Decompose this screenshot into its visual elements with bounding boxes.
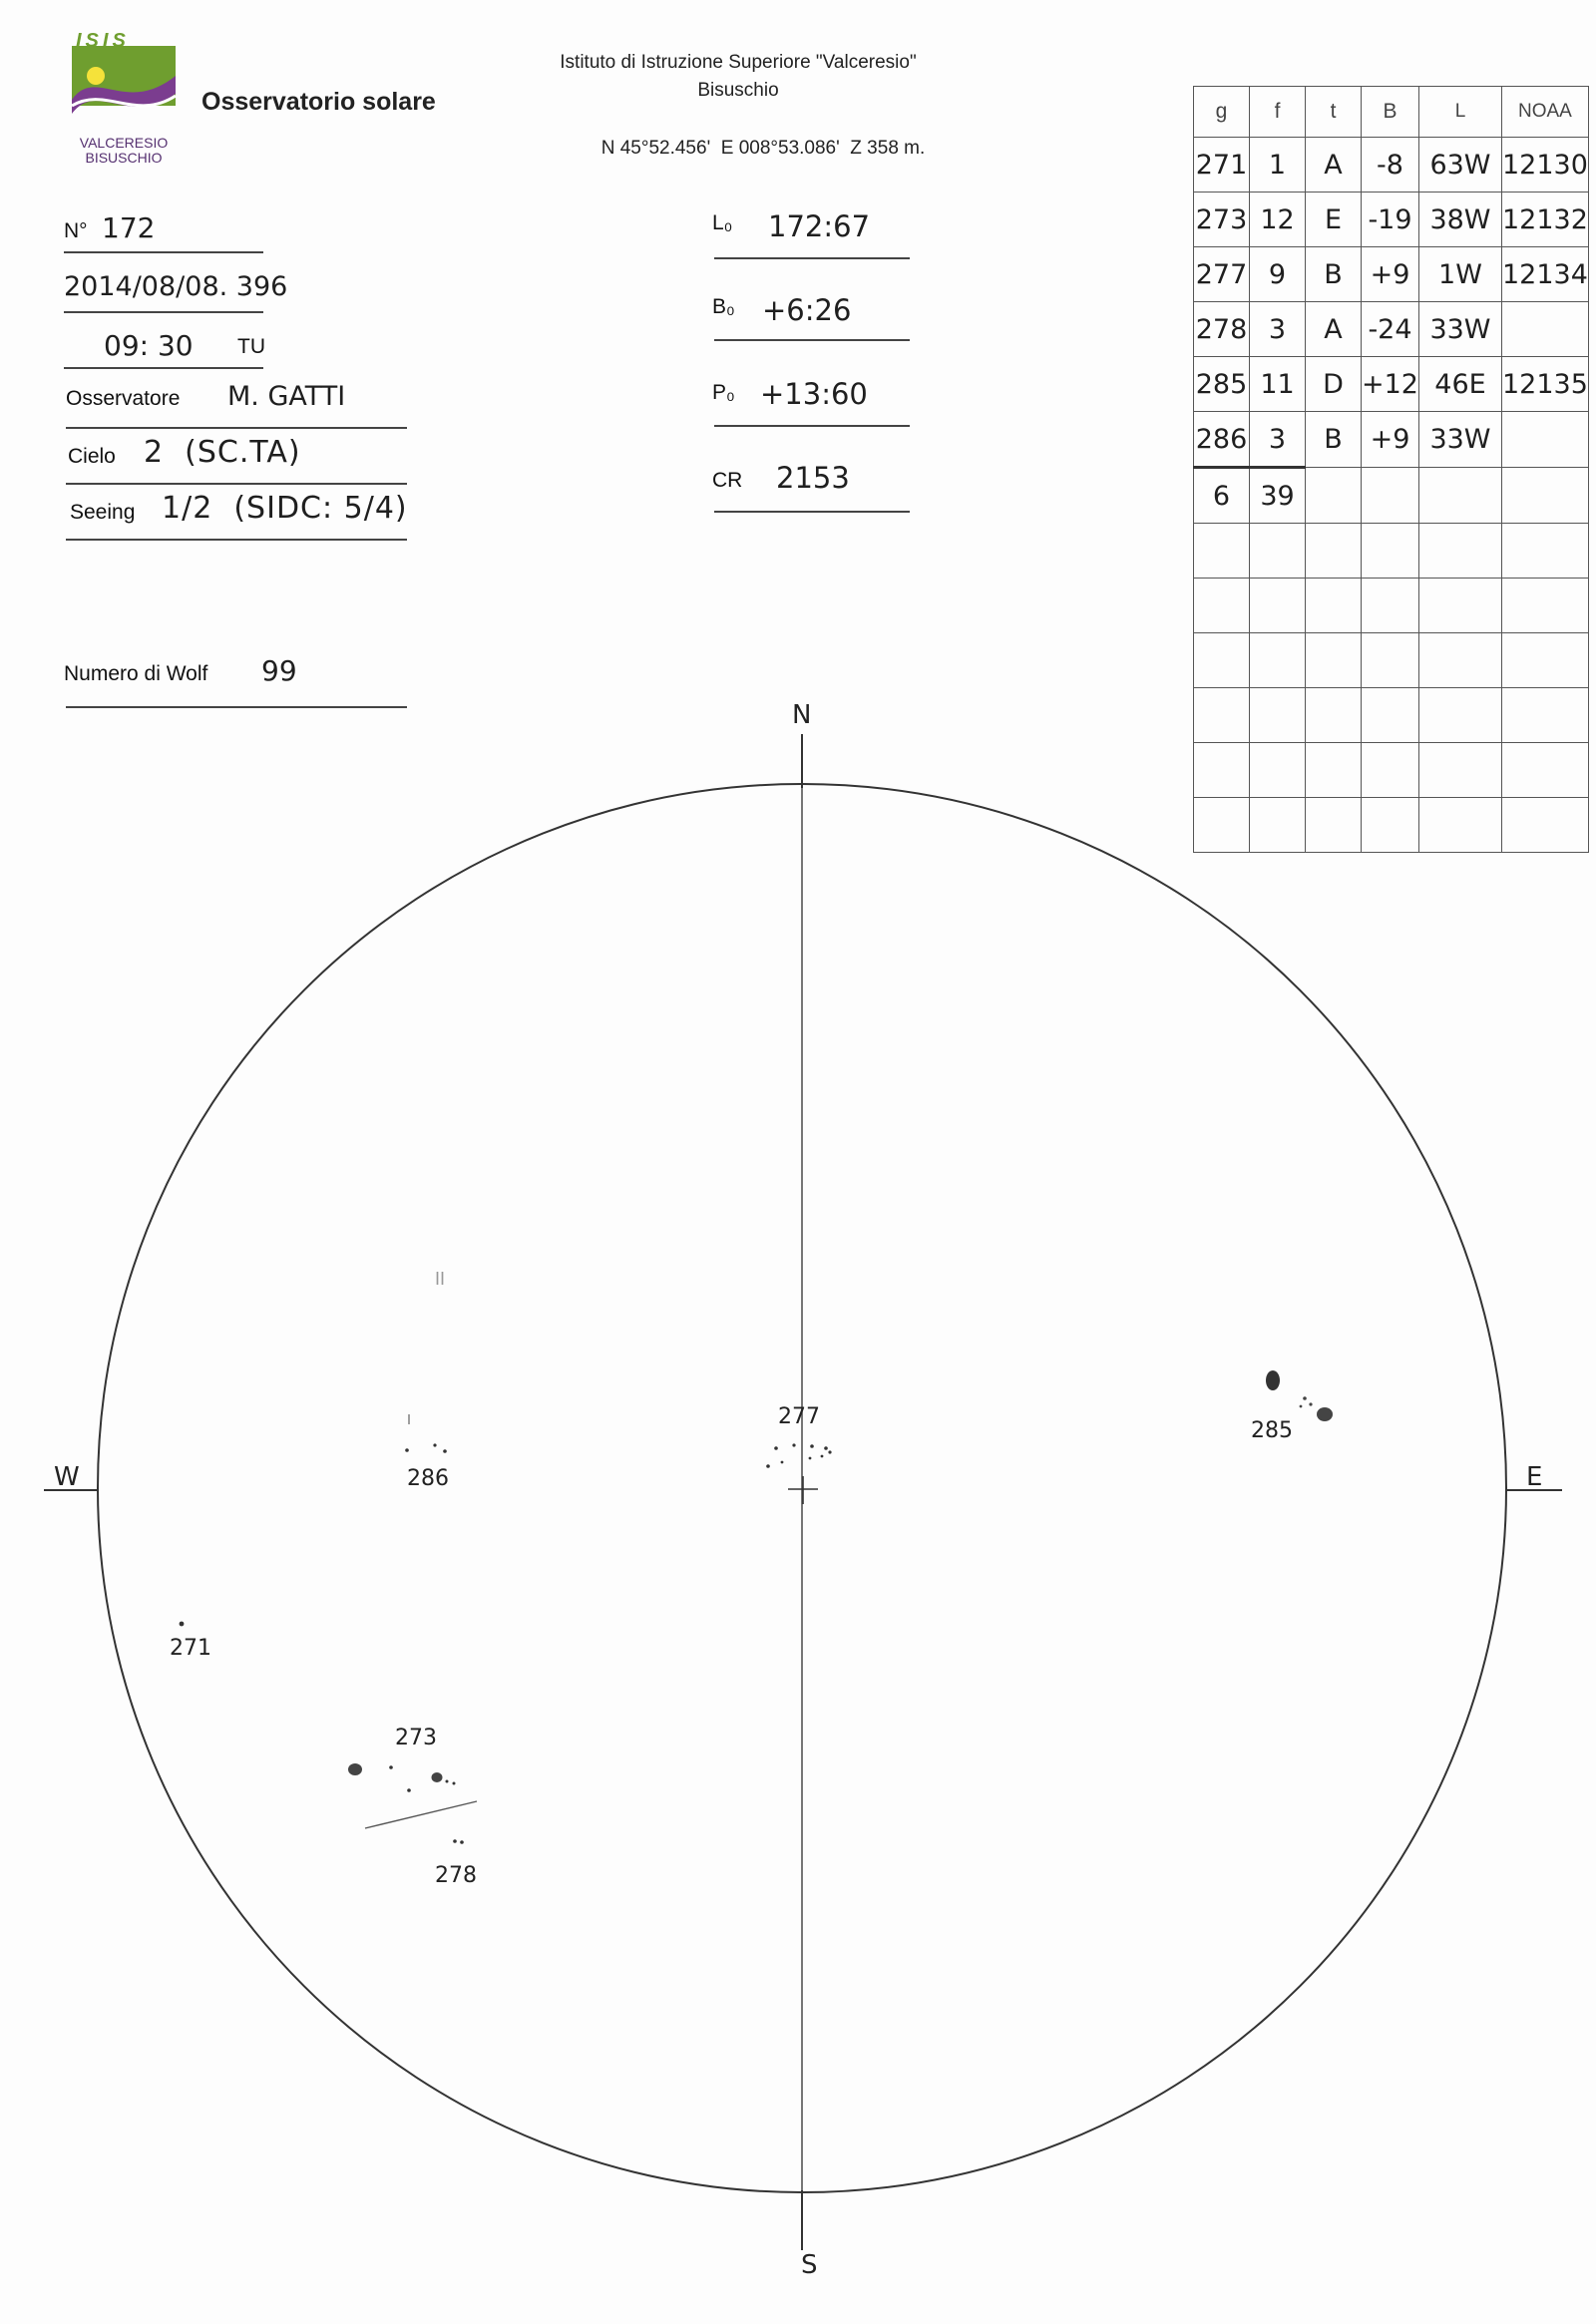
table-cell	[1250, 633, 1306, 688]
table-cell	[1418, 633, 1501, 688]
sunspot-286-pore	[433, 1443, 436, 1446]
table-cell	[1306, 633, 1362, 688]
table-cell: 9	[1250, 247, 1306, 302]
table-row	[1194, 193, 1589, 247]
table-cell	[1418, 524, 1501, 579]
seeing-value: 1/2 (SIDC: 5/4)	[162, 491, 408, 526]
table-cell: 1	[1250, 138, 1306, 193]
date-value: 2014/08/08. 396	[64, 271, 288, 302]
table-cell	[1501, 302, 1588, 357]
table-cell	[1418, 579, 1501, 633]
solar-disk-drawing	[0, 688, 1596, 2324]
table-cell: -8	[1362, 138, 1419, 193]
table-cell: 271	[1194, 138, 1250, 193]
column-header: L	[1418, 87, 1501, 138]
table-cell: 33W	[1418, 412, 1501, 468]
table-row	[1194, 357, 1589, 412]
empty-table-row	[1194, 524, 1589, 579]
table-cell	[1501, 524, 1588, 579]
table-cell: D	[1306, 357, 1362, 412]
table-cell	[1250, 524, 1306, 579]
group-label-273: 273	[395, 1726, 437, 1750]
sunspot-273-pore	[407, 1788, 411, 1792]
table-cell	[1194, 633, 1250, 688]
table-cell	[1194, 579, 1250, 633]
l0-value: 172:67	[768, 209, 871, 243]
table-cell	[1306, 524, 1362, 579]
table-cell: 277	[1194, 247, 1250, 302]
sunspot-273-leader	[348, 1763, 362, 1775]
table-cell: 46E	[1418, 357, 1501, 412]
table-cell: E	[1306, 193, 1362, 247]
sunspot-285-leader	[1266, 1370, 1280, 1390]
table-cell: 278	[1194, 302, 1250, 357]
sunspot-273-pore	[453, 1782, 456, 1785]
table-cell: A	[1306, 138, 1362, 193]
seeing-underline	[66, 539, 407, 541]
l0-underline	[714, 257, 910, 259]
sunspot-277-pore	[821, 1455, 824, 1458]
observer-label: Osservatore	[66, 387, 181, 410]
south-label: S	[801, 2250, 818, 2280]
table-cell: 12132	[1501, 193, 1588, 247]
sunspot-277-pore	[766, 1464, 770, 1468]
table-cell: B	[1306, 412, 1362, 468]
sunspot-278-pore	[460, 1840, 464, 1844]
sky-underline	[66, 483, 407, 485]
empty-table-row	[1194, 633, 1589, 688]
number-label: N°	[64, 219, 88, 242]
sunspot-273-pore	[389, 1765, 393, 1769]
p0-underline	[714, 425, 910, 427]
table-cell: 285	[1194, 357, 1250, 412]
column-header: NOAA	[1501, 87, 1588, 138]
sunspot-273-pore	[446, 1780, 449, 1783]
b0-label: B₀	[712, 295, 735, 318]
sunspot-277-pore	[824, 1446, 828, 1450]
table-cell	[1501, 468, 1588, 524]
wolf-number-label: Numero di Wolf	[64, 662, 208, 685]
number-underline	[64, 251, 263, 253]
group-label-277: 277	[778, 1404, 820, 1429]
sunspot-277-pore	[828, 1450, 831, 1453]
stray-mark: II	[435, 1269, 446, 1289]
sunspot-286-pore	[405, 1448, 409, 1452]
table-cell: B	[1306, 247, 1362, 302]
total-spots-cell: 39	[1250, 468, 1306, 524]
table-cell	[1306, 579, 1362, 633]
table-cell	[1362, 524, 1419, 579]
b0-underline	[714, 339, 910, 341]
logo-text: ISIS	[76, 30, 130, 52]
table-row	[1194, 412, 1589, 468]
table-cell: 3	[1250, 412, 1306, 468]
sky-label: Cielo	[68, 445, 116, 468]
institute-name: Istituto di Istruzione Superiore "Valceresio"	[560, 52, 917, 73]
group-separator-line	[365, 1801, 477, 1828]
b0-value: +6:26	[762, 293, 852, 327]
empty-table-row	[1194, 579, 1589, 633]
column-header: B	[1362, 87, 1419, 138]
sunspot-277-pore	[809, 1457, 812, 1460]
table-cell: 63W	[1418, 138, 1501, 193]
table-cell: 12130	[1501, 138, 1588, 193]
table-cell: 12134	[1501, 247, 1588, 302]
sunspot-277-pore	[792, 1443, 795, 1446]
time-unit: TU	[237, 335, 265, 358]
cr-label: CR	[712, 469, 743, 492]
group-label-278: 278	[435, 1863, 477, 1888]
total-groups-cell: 6	[1194, 468, 1250, 524]
totals-row	[1194, 468, 1589, 524]
sunspot-285-follower	[1317, 1407, 1333, 1421]
table-cell	[1418, 468, 1501, 524]
table-row	[1194, 138, 1589, 193]
table-cell	[1362, 633, 1419, 688]
seeing-label: Seeing	[70, 501, 136, 524]
table-cell: +9	[1362, 247, 1419, 302]
l0-label: L₀	[712, 211, 733, 234]
column-header: g	[1194, 87, 1250, 138]
time-value: 09: 30	[104, 329, 194, 362]
sunspot-285-pore	[1303, 1396, 1307, 1400]
table-cell: -19	[1362, 193, 1419, 247]
table-cell	[1306, 468, 1362, 524]
number-value: 172	[102, 211, 156, 244]
table-cell: -24	[1362, 302, 1419, 357]
sunspot-285-pore	[1300, 1405, 1303, 1408]
table-header-row	[1194, 87, 1589, 138]
institute-town: Bisuschio	[697, 80, 779, 101]
column-header: f	[1250, 87, 1306, 138]
p0-label: P₀	[712, 381, 735, 404]
table-cell	[1362, 468, 1419, 524]
group-label-285: 285	[1251, 1418, 1293, 1443]
school-logo	[66, 30, 182, 170]
p0-value: +13:60	[760, 377, 868, 411]
table-cell: 38W	[1418, 193, 1501, 247]
group-label-286: 286	[407, 1466, 449, 1491]
table-row	[1194, 247, 1589, 302]
table-cell: 1W	[1418, 247, 1501, 302]
north-label: N	[792, 700, 812, 730]
table-cell: 12	[1250, 193, 1306, 247]
table-cell: 11	[1250, 357, 1306, 412]
table-cell: 3	[1250, 302, 1306, 357]
table-cell: A	[1306, 302, 1362, 357]
table-cell: 273	[1194, 193, 1250, 247]
table-row	[1194, 302, 1589, 357]
sky-value: 2 (SC.TA)	[144, 435, 301, 470]
observer-underline	[66, 427, 407, 429]
cr-value: 2153	[776, 461, 850, 495]
observatory-title: Osservatorio solare	[201, 88, 436, 116]
table-cell	[1194, 524, 1250, 579]
cr-underline	[714, 511, 910, 513]
sunspot-278-pore	[453, 1839, 457, 1843]
table-cell	[1250, 579, 1306, 633]
sunspot-285-pore	[1309, 1402, 1312, 1405]
group-label-271: 271	[170, 1636, 211, 1661]
observatory-coordinates: N 45°52.456' E 008°53.086' Z 358 m.	[600, 138, 926, 159]
table-cell: +12	[1362, 357, 1419, 412]
table-cell: +9	[1362, 412, 1419, 468]
table-cell	[1501, 633, 1588, 688]
east-label: E	[1526, 1462, 1543, 1492]
table-cell: 12135	[1501, 357, 1588, 412]
date-underline	[64, 311, 263, 313]
table-cell: 33W	[1418, 302, 1501, 357]
observer-value: M. GATTI	[227, 381, 346, 412]
sunspot-271	[180, 1622, 185, 1627]
table-cell	[1501, 412, 1588, 468]
wolf-number-value: 99	[261, 654, 297, 687]
sunspot-277-pore	[781, 1461, 784, 1464]
sunspot-277-pore	[810, 1444, 814, 1448]
west-label: W	[54, 1462, 80, 1492]
table-cell	[1501, 579, 1588, 633]
table-cell: 286	[1194, 412, 1250, 468]
table-cell	[1362, 579, 1419, 633]
logo-caption: VALCERESIO BISUSCHIO	[79, 135, 169, 166]
sunspot-273-follower	[432, 1772, 443, 1782]
sunspot-277-pore	[774, 1446, 778, 1450]
column-header: t	[1306, 87, 1362, 138]
time-underline	[64, 367, 263, 369]
sunspot-286-pore	[443, 1449, 447, 1453]
